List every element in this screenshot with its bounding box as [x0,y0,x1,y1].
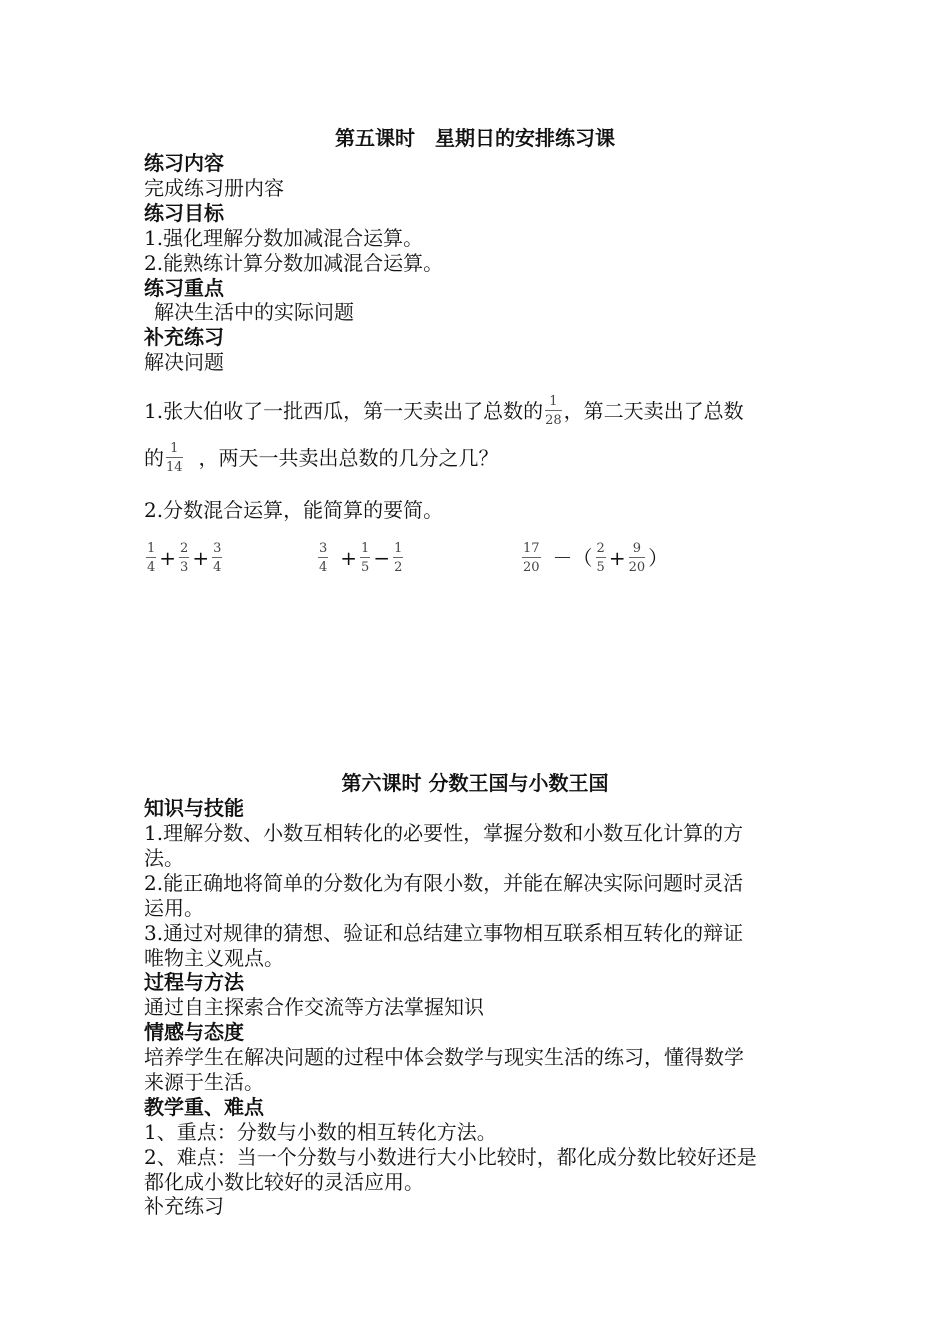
fraction-numerator: 1 [394,541,403,556]
fraction [360,541,370,575]
fraction-numerator: 1 [147,541,156,556]
fraction [212,541,222,575]
closing-paren: ） [648,546,669,570]
practice-content-text: 完成练习册内容 [144,176,284,200]
question-1-text-c: 的 [144,446,164,470]
question-2: 2.分数混合运算，能简算的要简。 [144,498,444,522]
heading-key-difficult: 教学重、难点 [144,1095,264,1119]
fraction-denominator: 5 [361,560,370,575]
question-1-line-2 [144,438,499,478]
fraction [146,541,156,575]
fraction-denominator: 2 [394,560,403,575]
fraction [393,541,403,575]
emotion-line-b: 来源于生活。 [144,1070,264,1094]
fraction-denominator: 4 [319,560,328,575]
emotion-line-a: 培养学生在解决问题的过程中体会数学与现实生活的练习，懂得数学 [144,1045,744,1069]
fraction-numerator: 2 [596,541,605,556]
goal-2: 2.能熟练计算分数加减混合运算。 [144,251,444,275]
fraction-denominator: 5 [596,560,605,575]
fraction-denominator: 3 [180,560,189,575]
key-point-1: 1、重点：分数与小数的相互转化方法。 [144,1120,497,1144]
skill-1-line-a: 1.理解分数、小数互相转化的必要性，掌握分数和小数互化计算的方 [144,821,744,845]
fraction-numerator: 1 [361,541,370,556]
key-point-2-line-a: 2、难点：当一个分数与小数进行大小比较时，都化成分数比较好还是 [144,1145,757,1169]
fraction-denominator: 28 [545,413,562,428]
question-1-text-d: ，两天一共卖出总数的几分之几？ [198,446,499,470]
fraction-numerator: 2 [180,541,189,556]
focus-text: 解决生活中的实际问题 [154,300,354,324]
question-1-text-b: ，第二天卖出了总数 [563,399,744,423]
fraction-1-14 [166,441,183,475]
fraction-numerator: 1 [549,394,558,409]
skill-3-line-a: 3.通过对规律的猜想、验证和总结建立事物相互联系相互转化的辩证 [144,921,744,945]
extra-practice-subtitle: 解决问题 [144,350,224,374]
heading-process-method: 过程与方法 [144,970,244,994]
operator: + [192,546,210,570]
fraction-denominator: 14 [166,460,183,475]
fraction-numerator: 3 [319,541,328,556]
key-point-2-line-b: 都化成小数比较好的灵活应用。 [144,1170,424,1194]
expression-3 [520,538,669,578]
operator: －（ [552,546,593,570]
fraction-numerator: 3 [213,541,222,556]
fraction [318,541,328,575]
process-text: 通过自主探索合作交流等方法掌握知识 [144,995,484,1019]
fraction-denominator: 4 [147,560,156,575]
heading-practice-content: 练习内容 [144,151,224,175]
lesson6-title: 第六课时 分数王国与小数王国 [341,771,609,795]
skill-3-line-b: 唯物主义观点。 [144,946,284,970]
heading-extra-practice: 补充练习 [144,325,224,349]
heading-emotion-attitude: 情感与态度 [144,1020,244,1044]
fraction-denominator: 20 [628,560,646,575]
operator: + [340,546,358,570]
skill-2-line-a: 2.能正确地将简单的分数化为有限小数，并能在解决实际问题时灵活 [144,871,744,895]
skill-1-line-b: 法。 [144,846,184,870]
fraction [596,541,606,575]
question-1-line-1 [144,391,744,431]
fraction [179,541,189,575]
extra-practice-label: 补充练习 [144,1194,224,1218]
fraction-denominator: 20 [523,560,540,575]
heading-practice-focus: 练习重点 [144,276,224,300]
fraction-1-28 [545,394,562,428]
skill-2-line-b: 运用。 [144,896,204,920]
heading-knowledge-skill: 知识与技能 [144,796,244,820]
fraction-numerator: 1 [170,441,179,456]
fraction-denominator: 4 [213,560,222,575]
expression-2 [316,538,405,578]
fraction-numerator: 9 [632,541,641,556]
heading-practice-goal: 练习目标 [144,201,224,225]
goal-1: 1.强化理解分数加减混合运算。 [144,226,424,250]
lesson5-title: 第五课时 星期日的安排练习课 [335,126,615,150]
operator: + [608,546,626,570]
question-1-text-a: 1.张大伯收了一批西瓜，第一天卖出了总数的 [144,399,544,423]
operator: + [159,546,177,570]
fraction [522,541,541,575]
fraction-numerator: 17 [523,541,540,556]
operator: − [373,546,391,570]
expression-1 [144,538,224,578]
fraction [629,541,646,575]
